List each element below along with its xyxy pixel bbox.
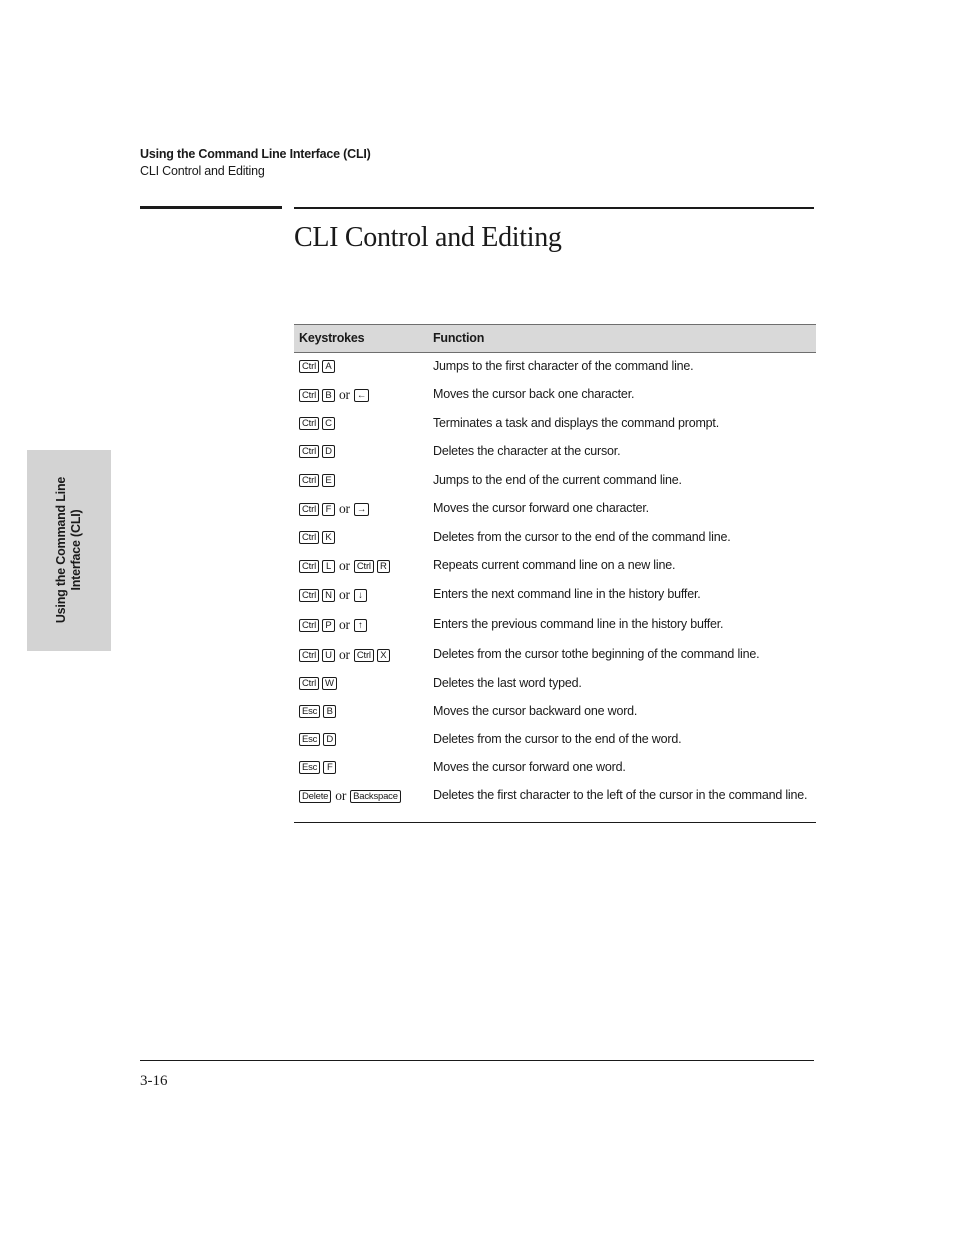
keystroke-cell xyxy=(299,359,338,373)
table-row xyxy=(294,524,816,552)
header-function: Function xyxy=(433,331,485,345)
running-header-title: Using the Command Line Interface (CLI) xyxy=(140,147,371,161)
running-header-subsection: CLI Control and Editing xyxy=(140,164,265,178)
keycap: C xyxy=(322,417,335,430)
or-separator: or xyxy=(338,501,350,516)
keycap: Ctrl xyxy=(299,677,319,690)
table-row xyxy=(294,782,816,822)
header-rule-right xyxy=(294,207,814,209)
header-rule-left xyxy=(140,206,282,209)
keycap: Ctrl xyxy=(299,619,319,632)
keycap: → xyxy=(354,503,369,516)
or-separator: or xyxy=(335,788,347,803)
keycap: Ctrl xyxy=(299,531,319,544)
table-row xyxy=(294,726,816,754)
keycap: Ctrl xyxy=(299,474,319,487)
keystroke-cell xyxy=(299,387,372,403)
function-cell: Moves the cursor forward one word. xyxy=(433,760,626,774)
function-cell: Deletes the first character to the left of the cursor in the command line. xyxy=(433,788,808,802)
or-separator: or xyxy=(338,647,350,662)
side-tab-line-2: Interface (CLI) xyxy=(69,509,83,591)
keystroke-cell xyxy=(299,732,339,746)
function-cell: Deletes the character at the cursor. xyxy=(433,444,621,458)
keycap: Backspace xyxy=(350,790,401,803)
keycap: Ctrl xyxy=(299,589,319,602)
keycap: ↓ xyxy=(354,589,367,602)
keycap: F xyxy=(322,503,335,516)
keystroke-table xyxy=(294,324,816,823)
keycap: K xyxy=(322,531,335,544)
keycap: ← xyxy=(354,389,369,402)
table-row xyxy=(294,670,816,698)
footer-rule xyxy=(140,1060,814,1061)
keycap: F xyxy=(323,761,336,774)
function-cell: Enters the previous command line in the history buffer. xyxy=(433,617,724,631)
or-separator: or xyxy=(338,558,350,573)
keystroke-cell xyxy=(299,587,370,603)
keystroke-cell xyxy=(299,704,339,718)
keystroke-cell xyxy=(299,676,340,690)
keystroke-cell xyxy=(299,416,338,430)
keycap: Esc xyxy=(299,761,320,774)
table-header xyxy=(294,324,816,353)
keycap: P xyxy=(322,619,335,632)
table-body xyxy=(294,353,816,822)
keycap: X xyxy=(377,649,390,662)
keycap: E xyxy=(322,474,335,487)
keycap: W xyxy=(322,677,337,690)
table-row xyxy=(294,438,816,467)
table-row xyxy=(294,495,816,524)
keycap: Ctrl xyxy=(299,503,319,516)
function-cell: Moves the cursor forward one character. xyxy=(433,501,649,515)
keycap: D xyxy=(322,445,335,458)
function-cell: Deletes the last word typed. xyxy=(433,676,582,690)
keystroke-cell xyxy=(299,473,338,487)
or-separator: or xyxy=(338,387,350,402)
keycap: ↑ xyxy=(354,619,367,632)
keycap: Ctrl xyxy=(299,560,319,573)
keycap: U xyxy=(322,649,335,662)
keystroke-cell xyxy=(299,617,370,633)
side-tab-line-1: Using the Command Line xyxy=(54,476,68,624)
function-cell: Enters the next command line in the history buffer. xyxy=(433,587,701,601)
function-cell: Moves the cursor back one character. xyxy=(433,387,635,401)
keystroke-cell xyxy=(299,530,338,544)
function-cell: Jumps to the first character of the command line. xyxy=(433,359,694,373)
keystroke-cell xyxy=(299,444,338,458)
keycap: B xyxy=(323,705,336,718)
keycap: Ctrl xyxy=(299,649,319,662)
function-cell: Deletes from the cursor tothe beginning of the command line. xyxy=(433,647,760,661)
keycap: Esc xyxy=(299,733,320,746)
keystroke-cell xyxy=(299,760,339,774)
keystroke-cell xyxy=(299,501,372,517)
table-row xyxy=(294,381,816,410)
keycap: Ctrl xyxy=(354,649,374,662)
keystroke-cell xyxy=(299,788,404,804)
keycap: Ctrl xyxy=(299,417,319,430)
keycap: B xyxy=(322,389,335,402)
table-row xyxy=(294,754,816,782)
header-keystrokes: Keystrokes xyxy=(299,331,365,345)
keycap: D xyxy=(323,733,336,746)
keycap: R xyxy=(377,560,390,573)
chapter-side-tab xyxy=(27,450,111,651)
or-separator: or xyxy=(338,587,350,602)
keycap: Esc xyxy=(299,705,320,718)
table-row xyxy=(294,641,816,670)
table-row xyxy=(294,698,816,726)
chapter-side-tab-label xyxy=(54,450,84,650)
table-row xyxy=(294,581,816,611)
keycap: L xyxy=(322,560,335,573)
or-separator: or xyxy=(338,617,350,632)
function-cell: Deletes from the cursor to the end of the word. xyxy=(433,732,682,746)
function-cell: Moves the cursor backward one word. xyxy=(433,704,638,718)
keycap: Ctrl xyxy=(299,445,319,458)
table-row xyxy=(294,353,816,381)
function-cell: Terminates a task and displays the command prompt. xyxy=(433,416,719,430)
page-title: CLI Control and Editing xyxy=(294,222,562,253)
keycap: Ctrl xyxy=(354,560,374,573)
keycap: N xyxy=(322,589,335,602)
keystroke-cell xyxy=(299,558,393,574)
keystroke-cell xyxy=(299,647,393,663)
table-row xyxy=(294,611,816,641)
table-row xyxy=(294,552,816,581)
keycap: A xyxy=(322,360,335,373)
function-cell: Repeats current command line on a new line. xyxy=(433,558,676,572)
function-cell: Deletes from the cursor to the end of the command line. xyxy=(433,530,731,544)
keycap: Delete xyxy=(299,790,331,803)
keycap: Ctrl xyxy=(299,389,319,402)
table-row xyxy=(294,410,816,438)
table-row xyxy=(294,467,816,495)
keycap: Ctrl xyxy=(299,360,319,373)
function-cell: Jumps to the end of the current command line. xyxy=(433,473,682,487)
page-number: 3-16 xyxy=(140,1073,168,1089)
